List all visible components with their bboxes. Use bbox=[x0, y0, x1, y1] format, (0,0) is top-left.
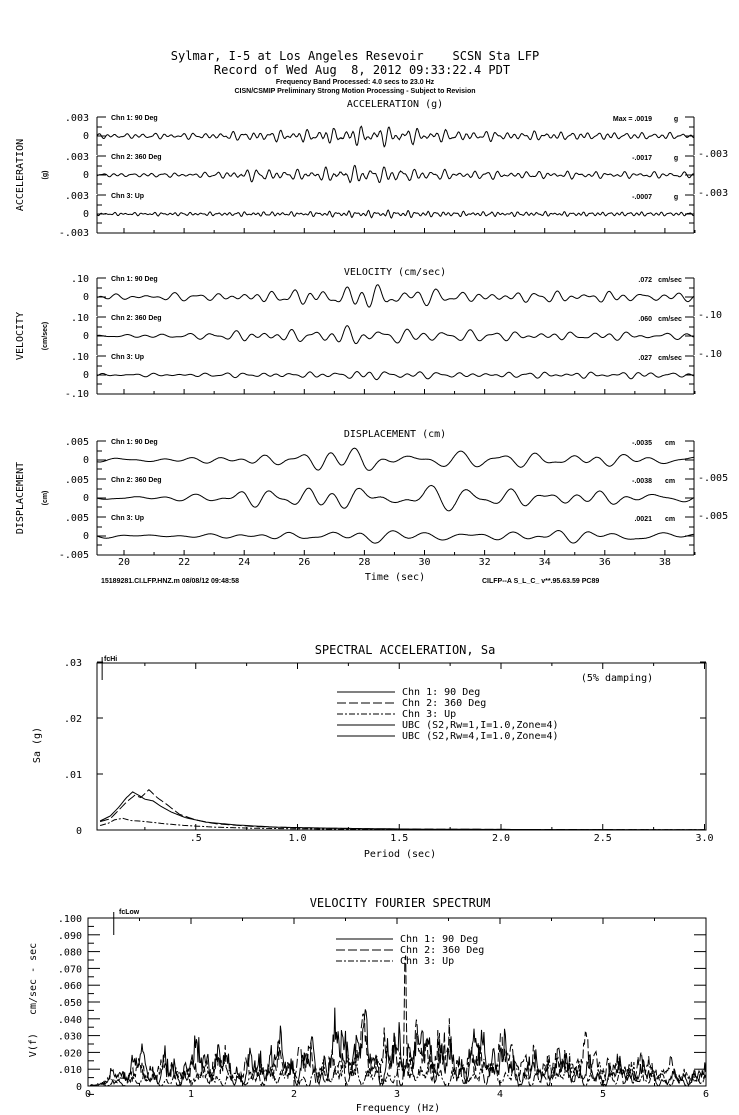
sa-x-tick-label: 3.0 bbox=[695, 833, 714, 844]
y-tick-label: -.10 bbox=[698, 310, 723, 321]
frequency-band: Frequency Band Processed: 4.0 secs to 23.0 Hz bbox=[275, 79, 435, 86]
fourier-legend-label: Chn 2: 360 Deg bbox=[400, 945, 485, 956]
sa-x-tick-label: 1.0 bbox=[288, 833, 307, 844]
sa-y-tick-label: 0 bbox=[75, 826, 82, 837]
y-tick-label: -.10 bbox=[64, 389, 89, 400]
fourier-x-tick-label: 0 bbox=[84, 1089, 92, 1100]
max-value-label: -.0007 bbox=[632, 194, 652, 201]
sa-series-line bbox=[100, 792, 704, 830]
max-value-label: .072 bbox=[638, 277, 652, 284]
damping-note: (5% damping) bbox=[580, 673, 654, 684]
velocity-title: VELOCITY (cm/sec) bbox=[343, 267, 447, 278]
y-tick-label: -.005 bbox=[58, 550, 89, 561]
y-tick-label: .005 bbox=[64, 475, 89, 486]
y-tick-label: -.005 bbox=[698, 511, 729, 522]
accel-ylabel: ACCELERATION bbox=[15, 138, 26, 212]
accel-yunits: (g) bbox=[42, 170, 49, 180]
fourier-title: VELOCITY FOURIER SPECTRUM bbox=[309, 896, 491, 910]
fourier-y-tick-label: .040 bbox=[57, 1014, 82, 1026]
sa-x-tick-label: 1.5 bbox=[390, 833, 409, 844]
waveform-trace bbox=[97, 485, 694, 511]
displacement-yunits: (cm) bbox=[42, 490, 49, 506]
fourier-y-tick-label: .100 bbox=[57, 914, 82, 925]
y-tick-label: .003 bbox=[64, 152, 89, 163]
y-tick-label: 0 bbox=[82, 170, 89, 181]
fourier-x-tick-label: 2 bbox=[290, 1089, 298, 1100]
time-tick-label: 38 bbox=[658, 557, 671, 568]
y-tick-label: .005 bbox=[64, 513, 89, 524]
units-label: g bbox=[673, 194, 679, 201]
displacement-ylabel: DISPLACEMENT bbox=[15, 461, 26, 535]
units-label: cm/sec bbox=[658, 316, 682, 323]
fourier-xlabel: Frequency (Hz) bbox=[355, 1103, 441, 1114]
channel-label: Chn 2: 360 Deg bbox=[111, 477, 162, 484]
y-tick-label: 0 bbox=[82, 131, 89, 142]
fourier-x-tick-label: 1 bbox=[187, 1089, 195, 1100]
channel-label: Chn 2: 360 Deg bbox=[111, 154, 162, 161]
channel-label: Chn 3: Up bbox=[111, 515, 145, 522]
y-tick-label: 0 bbox=[82, 292, 89, 303]
sa-y-tick-label: .02 bbox=[63, 714, 82, 725]
fourier-y-tick-label: 0 bbox=[75, 1082, 82, 1093]
waveform-trace bbox=[97, 285, 694, 307]
max-value-label: .060 bbox=[638, 316, 652, 323]
sa-x-tick-label: 2.5 bbox=[593, 833, 612, 844]
fourier-x-tick-label: 5 bbox=[599, 1089, 607, 1100]
y-tick-label: 0 bbox=[82, 370, 89, 381]
fourier-y-tick-label: .050 bbox=[57, 998, 82, 1009]
units-label: cm bbox=[664, 478, 676, 485]
channel-label: Chn 2: 360 Deg bbox=[111, 315, 162, 322]
waveform-trace bbox=[97, 126, 694, 147]
max-value-label: -.0017 bbox=[632, 155, 652, 162]
y-tick-label: 0 bbox=[82, 331, 89, 342]
max-value-label: .0021 bbox=[634, 516, 652, 523]
time-tick-label: 20 bbox=[117, 557, 131, 568]
y-tick-label: 0 bbox=[82, 531, 89, 542]
max-value-label: Max = .0019 bbox=[612, 116, 652, 123]
y-tick-label: -.005 bbox=[698, 473, 729, 484]
y-tick-label: .003 bbox=[64, 113, 89, 124]
sa-title: SPECTRAL ACCELERATION, Sa bbox=[314, 643, 496, 657]
sa-series-line bbox=[100, 818, 704, 830]
footer-station-code: CILFP--A S_L_C_ v**.95.63.59 PC89 bbox=[482, 578, 600, 585]
waveform-trace bbox=[97, 372, 694, 380]
sa-legend-label: Chn 1: 90 Deg bbox=[402, 687, 481, 698]
y-tick-label: 0 bbox=[82, 493, 89, 504]
y-tick-label: .10 bbox=[70, 313, 89, 324]
footer-file-id: 15189281.CI.LFP.HNZ.m 08/08/12 09:48:58 bbox=[101, 578, 240, 585]
waveform-trace bbox=[97, 326, 694, 344]
time-tick-label: 30 bbox=[418, 557, 431, 568]
units-label: cm bbox=[664, 440, 676, 447]
waveform-trace bbox=[97, 448, 694, 470]
fourier-legend-label: Chn 3: Up bbox=[400, 956, 455, 967]
sa-y-tick-label: .01 bbox=[63, 770, 82, 781]
fourier-y-tick-label: .070 bbox=[57, 964, 82, 976]
channel-label: Chn 1: 90 Deg bbox=[111, 276, 158, 283]
time-tick-label: 36 bbox=[598, 557, 611, 568]
waveform-trace bbox=[97, 165, 694, 182]
channel-label: Chn 1: 90 Deg bbox=[111, 439, 158, 446]
fourier-x-tick-label: 4 bbox=[496, 1089, 504, 1100]
time-tick-label: 22 bbox=[178, 557, 191, 568]
units-label: g bbox=[673, 155, 679, 162]
sa-legend-label: Chn 3: Up bbox=[402, 709, 457, 720]
y-tick-label: -.10 bbox=[698, 349, 723, 360]
y-tick-label: 0 bbox=[82, 209, 89, 220]
max-value-label: -.0035 bbox=[632, 440, 652, 447]
y-tick-label: -.003 bbox=[698, 188, 729, 199]
accel-title: ACCELERATION (g) bbox=[346, 99, 444, 110]
time-tick-label: 34 bbox=[538, 557, 551, 568]
fourier-ylabel: V(f) cm/sec - sec bbox=[28, 942, 39, 1058]
y-tick-label: .005 bbox=[64, 437, 89, 448]
velocity-yunits: (cm/sec) bbox=[42, 321, 49, 351]
time-tick-label: 32 bbox=[478, 557, 491, 568]
time-tick-label: 28 bbox=[358, 557, 371, 568]
fourier-y-tick-label: .030 bbox=[57, 1031, 82, 1043]
fourier-y-tick-label: .060 bbox=[57, 981, 82, 993]
sa-y-tick-label: .03 bbox=[63, 658, 82, 669]
waveform-trace bbox=[97, 531, 694, 544]
sa-x-tick-label: .5 bbox=[189, 833, 202, 844]
sa-legend-label: Chn 2: 360 Deg bbox=[402, 698, 487, 709]
displacement-title: DISPLACEMENT (cm) bbox=[343, 429, 447, 440]
header bbox=[171, 49, 539, 95]
max-value-label: -.0038 bbox=[632, 478, 652, 485]
units-label: g bbox=[673, 116, 679, 123]
sa-legend-label: UBC (S2,Rw=1,I=1.0,Zone=4) bbox=[402, 720, 559, 731]
station-title: Sylmar, I-5 at Los Angeles Resevoir SCSN Sta LFP bbox=[170, 49, 540, 63]
fourier-y-tick-label: .020 bbox=[57, 1048, 82, 1060]
channel-label: Chn 3: Up bbox=[111, 193, 145, 200]
units-label: cm/sec bbox=[658, 355, 682, 362]
y-tick-label: .10 bbox=[70, 352, 89, 363]
max-value-label: .027 bbox=[638, 355, 652, 362]
time-tick-label: 26 bbox=[298, 557, 311, 568]
time-axis-label: Time (sec) bbox=[364, 572, 426, 583]
fchi-label: fcHi bbox=[104, 656, 118, 663]
fourier-x-tick-label: 3 bbox=[393, 1089, 401, 1100]
fourier-x-tick-label: 6 bbox=[702, 1089, 710, 1100]
y-tick-label: 0 bbox=[82, 455, 89, 466]
fourier-y-tick-label: .090 bbox=[57, 930, 82, 942]
y-tick-label: -.003 bbox=[698, 149, 729, 160]
sa-ylabel: Sa (g) bbox=[32, 726, 43, 764]
sa-x-tick-label: 2.0 bbox=[491, 833, 511, 844]
y-tick-label: .10 bbox=[70, 274, 89, 285]
channel-label: Chn 3: Up bbox=[111, 354, 145, 361]
sa-xlabel: Period (sec) bbox=[363, 849, 437, 860]
time-tick-label: 24 bbox=[238, 557, 251, 568]
units-label: cm bbox=[664, 516, 676, 523]
waveform-trace bbox=[97, 210, 694, 218]
record-time: Record of Wed Aug 8, 2012 09:33:22.4 PDT bbox=[213, 63, 511, 77]
fourier-y-tick-label: .080 bbox=[57, 947, 82, 959]
sa-series-line bbox=[100, 790, 704, 830]
fourier-y-tick-label: .010 bbox=[57, 1065, 82, 1077]
y-tick-label: .003 bbox=[64, 191, 89, 202]
channel-label: Chn 1: 90 Deg bbox=[111, 115, 158, 122]
fclow-label: fcLow bbox=[119, 909, 140, 916]
y-tick-label: -.003 bbox=[58, 228, 89, 239]
processing-note: CISN/CSMIP Preliminary Strong Motion Processing - Subject to Revision bbox=[234, 88, 476, 95]
units-label: cm/sec bbox=[658, 277, 682, 284]
velocity-ylabel: VELOCITY bbox=[15, 311, 26, 361]
sa-legend-label: UBC (S2,Rw=4,I=1.0,Zone=4) bbox=[402, 731, 559, 742]
fourier-legend-label: Chn 1: 90 Deg bbox=[400, 934, 479, 945]
